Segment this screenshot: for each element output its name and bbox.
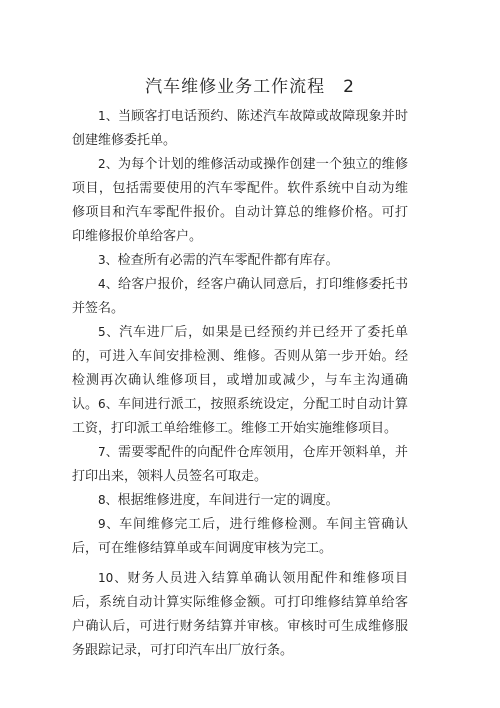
title-text: 汽车维修业务工作流程 (145, 77, 326, 97)
paragraph-number: 1、 (98, 109, 119, 123)
paragraph-number: 3、 (98, 253, 118, 267)
paragraph-2 (72, 152, 408, 249)
paragraph-text: 车间维修完工后，进行维修检测。车间主管确认后，可在维修结算单或车间调度审核为完工。 (72, 517, 408, 556)
paragraph-text: 根据维修进度，车间进行一定的调度。 (117, 493, 339, 508)
paragraph-9 (72, 512, 408, 561)
paragraph-10 (72, 566, 408, 663)
paragraph-8 (72, 488, 408, 513)
paragraph-number: 9、 (98, 517, 120, 531)
paragraph-3 (72, 248, 408, 273)
paragraph-text: 财务人员进入结算单确认领用配件和维修项目后，系统自动计算实际维修金额。可打印维修结算单给客户确认后，可进行财务结算并审核。审核时可生成维修服务跟踪记录，可打印汽车出厂放行条。 (72, 571, 408, 658)
paragraph-7 (72, 440, 408, 489)
paragraph-text: 给客户报价，经客户确认同意后，打印维修委托书并签名。 (72, 277, 408, 316)
paragraph-number: 8、 (98, 493, 118, 507)
paragraph-text: 车间进行派工，按照系统设定，分配工时自动计算工资，打印派工单给维修工。维修工开始实施维修项目。 (72, 397, 408, 436)
paragraph-number: 10、 (98, 571, 128, 585)
paragraph-number: 4、 (98, 277, 119, 291)
paragraph-text: 汽车进厂后，如果是已经预约并已经开了委托单的，可进入车间安排检测、维修。否则从第一步开始。经检测再次确认维修项目，或增加或减少，与车主沟通确认。 (72, 325, 408, 412)
paragraph-text: 当顾客打电话预约、陈述汽车故障或故障现象并时创建维修委托单。 (72, 109, 408, 148)
paragraph-number: 6、 (98, 397, 119, 411)
paragraph-text: 需要零配件的向配件仓库领用，仓库开领料单，并打印出来，领料人员签名可取走。 (72, 445, 408, 484)
title-number: 2 (343, 77, 355, 97)
paragraph-text: 为每个计划的维修活动或操作创建一个独立的维修项目，包括需要使用的汽车零配件。软件系统中自动为维修项目和汽车零配件报价。自动计算总的维修价格。可打印维修报价单给客户。 (72, 157, 408, 244)
paragraph-text: 检查所有必需的汽车零配件都有库存。 (117, 253, 339, 268)
paragraph-6 (72, 392, 408, 441)
page-title (0, 72, 500, 97)
paragraph-number: 2、 (98, 157, 119, 171)
paragraph-4 (72, 272, 408, 321)
paragraph-number: 5、 (98, 325, 120, 339)
paragraph-number: 7、 (98, 445, 119, 459)
paragraph-1 (72, 104, 408, 153)
